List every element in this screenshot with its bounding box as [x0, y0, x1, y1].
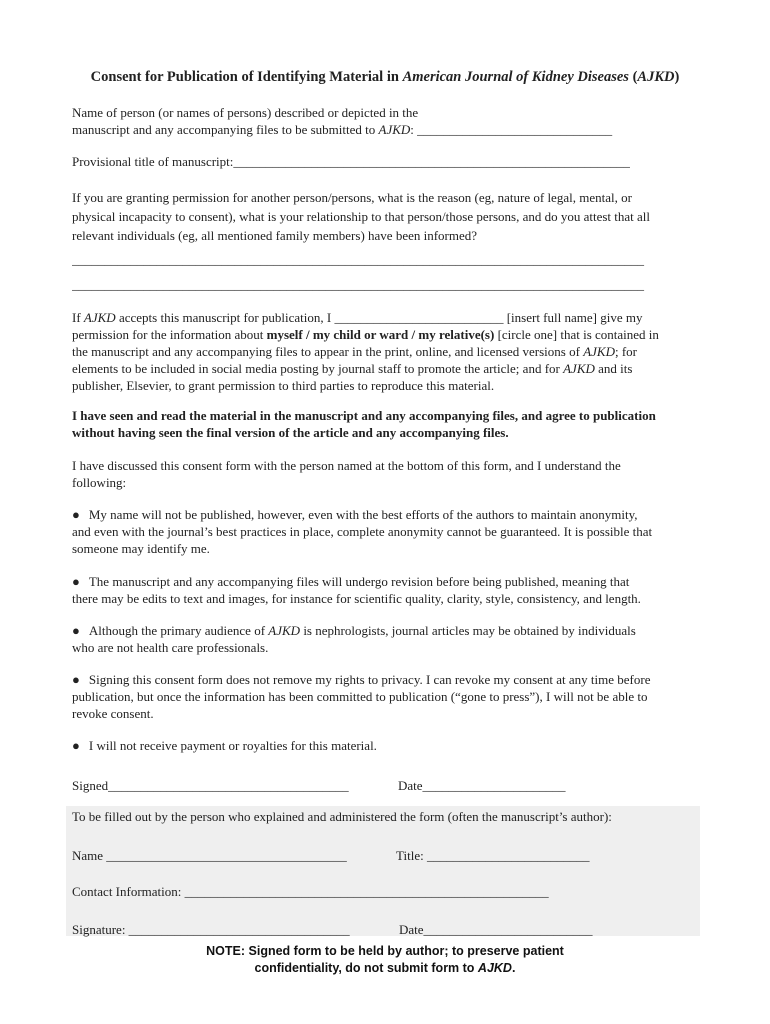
provisional-title-field[interactable]: Provisional title of manuscript:_____________________________________________________________: [72, 154, 630, 169]
name-field-label: manuscript and any accompanying files to be submitted to: [72, 122, 379, 137]
permission-question-line-1: If you are granting permission for another person/persons, what is the reason (eg, nature of legal, mental, or: [72, 190, 632, 205]
consent-line-3: [72, 343, 704, 360]
bullet-icon: ●: [72, 507, 80, 522]
bullet-item-revision: [72, 573, 704, 607]
bullet-3-line-1-b: is nephrologists, journal articles may be obtained by individuals: [300, 623, 636, 638]
administrator-title-field[interactable]: Title: _________________________: [396, 848, 590, 863]
consent-line-2-b: [circle one] that is contained in: [494, 327, 659, 342]
administrator-signature-field[interactable]: Signature: __________________________________: [72, 922, 350, 937]
consent-paragraph: [72, 309, 704, 394]
relationship-options[interactable]: myself / my child or ward / my relative(s): [266, 327, 495, 342]
consent-line-4-b: and its: [594, 361, 633, 376]
discussion-line-1: I have discussed this consent form with the person named at the bottom of this form, and I understand the: [72, 458, 621, 473]
administrator-intro: To be filled out by the person who explained and administered the form (often the manuscript’s author):: [72, 809, 612, 824]
bullet-item-anonymity: [72, 506, 704, 557]
bullet-icon: ●: [72, 574, 80, 589]
date-field[interactable]: Date______________________: [398, 778, 566, 793]
confidentiality-note: [0, 943, 770, 977]
permission-answer-blank-1[interactable]: ________________________________________________________________________________________: [72, 252, 644, 267]
bullet-icon: ●: [72, 623, 80, 638]
bullet-2-line-2: there may be edits to text and images, for instance for scientific quality, clarity, style, consistency, and length.: [72, 591, 641, 606]
consent-line-3-b: ; for: [614, 344, 637, 359]
bullet-icon: ●: [72, 738, 80, 753]
consent-line-5: publisher, Elsevier, to grant permission to third parties to reproduce this material.: [72, 378, 495, 393]
name-field-line-2[interactable]: [72, 121, 704, 138]
bullet-item-payment: [72, 737, 704, 754]
consent-line-3-a: the manuscript and any accompanying files to appear in the print, online, and licensed versions of: [72, 344, 584, 359]
permission-question-line-3: relevant individuals (eg, all mentioned family members) have been informed?: [72, 228, 478, 243]
name-field-blank[interactable]: : ______________________________: [410, 122, 613, 137]
consent-line-2-a: permission for the information about: [72, 327, 267, 342]
note-journal-abbr: AJKD: [477, 961, 512, 975]
bullet-1-line-1: My name will not be published, however, even with the best efforts of the authors to maintain anonymity,: [88, 507, 638, 522]
bullet-item-privacy: [72, 671, 704, 722]
signed-field[interactable]: Signed_____________________________________: [72, 778, 349, 793]
permission-question: [72, 188, 704, 245]
title-prefix: Consent for Publication of Identifying Material in: [90, 69, 403, 85]
bullet-1-line-3: someone may identify me.: [72, 541, 210, 556]
full-name-blank[interactable]: accepts this manuscript for publication, I __________________________ [insert full name] give my: [115, 310, 643, 325]
name-field-section: [72, 104, 704, 138]
journal-abbreviation: AJKD: [637, 69, 675, 85]
administrator-section-background: [66, 806, 700, 936]
journal-name: American Journal of Kidney Diseases: [402, 69, 629, 85]
agreement-line-1: I have seen and read the material in the manuscript and any accompanying files, and agree to publication: [72, 408, 656, 423]
consent-line-4-abbr: AJKD: [563, 361, 595, 376]
note-line-2-text: confidentiality, do not submit form to: [254, 961, 478, 975]
agreement-statement: [72, 407, 704, 441]
name-field-journal-abbr: AJKD: [378, 122, 411, 137]
consent-journal-abbr: AJKD: [83, 310, 116, 325]
bullet-1-line-2: and even with the journal’s best practices in place, complete anonymity cannot be guaranteed. It is possible that: [72, 524, 653, 539]
consent-line-4: [72, 360, 704, 377]
consent-line-1[interactable]: [72, 309, 704, 326]
note-line-2: [0, 960, 770, 977]
title-close-paren: ): [674, 69, 680, 85]
title-open-paren: (: [628, 69, 638, 85]
bullet-4-line-2: publication, but once the information has been committed to publication (“gone to press”), I will not be able to: [72, 689, 648, 704]
bullet-5-line-1: I will not receive payment or royalties for this material.: [88, 738, 377, 753]
bullet-3-journal-abbr: AJKD: [268, 623, 301, 638]
administrator-name-field[interactable]: Name _____________________________________: [72, 848, 347, 863]
consent-line-2: [72, 326, 704, 343]
administrator-date-field[interactable]: Date__________________________: [399, 922, 593, 937]
note-line-1: NOTE: Signed form to be held by author; to preserve patient: [206, 944, 564, 958]
bullet-item-audience: [72, 622, 704, 656]
bullet-icon: ●: [72, 672, 80, 687]
bullet-2-line-1: The manuscript and any accompanying files will undergo revision before being published, meaning that: [88, 574, 630, 589]
bullet-3-line-2: who are not health care professionals.: [72, 640, 269, 655]
bullet-4-line-1: Signing this consent form does not remove my rights to privacy. I can revoke my consent at any time before: [88, 672, 651, 687]
note-line-2-end: .: [511, 961, 516, 975]
consent-line-3-abbr: AJKD: [583, 344, 615, 359]
name-field-line-1: Name of person (or names of persons) described or depicted in the: [72, 105, 419, 120]
consent-line-4-a: elements to be included in social media posting by journal staff to promote the article; and for: [72, 361, 564, 376]
bullet-3-line-1-a: Although the primary audience of: [88, 623, 269, 638]
bullet-4-line-3: revoke consent.: [72, 706, 154, 721]
discussion-statement: [72, 457, 704, 491]
permission-question-line-2: physical incapacity to consent), what is your relationship to that person/those persons, and do you attest that all: [72, 209, 651, 224]
contact-information-field[interactable]: Contact Information: ________________________________________________________: [72, 884, 549, 899]
form-title: [0, 69, 770, 86]
consent-line-1-a: If: [72, 310, 84, 325]
permission-answer-blank-2[interactable]: ________________________________________________________________________________________: [72, 277, 644, 292]
agreement-line-2: without having seen the final version of the article and any accompanying files.: [72, 425, 509, 440]
discussion-line-2: following:: [72, 475, 127, 490]
